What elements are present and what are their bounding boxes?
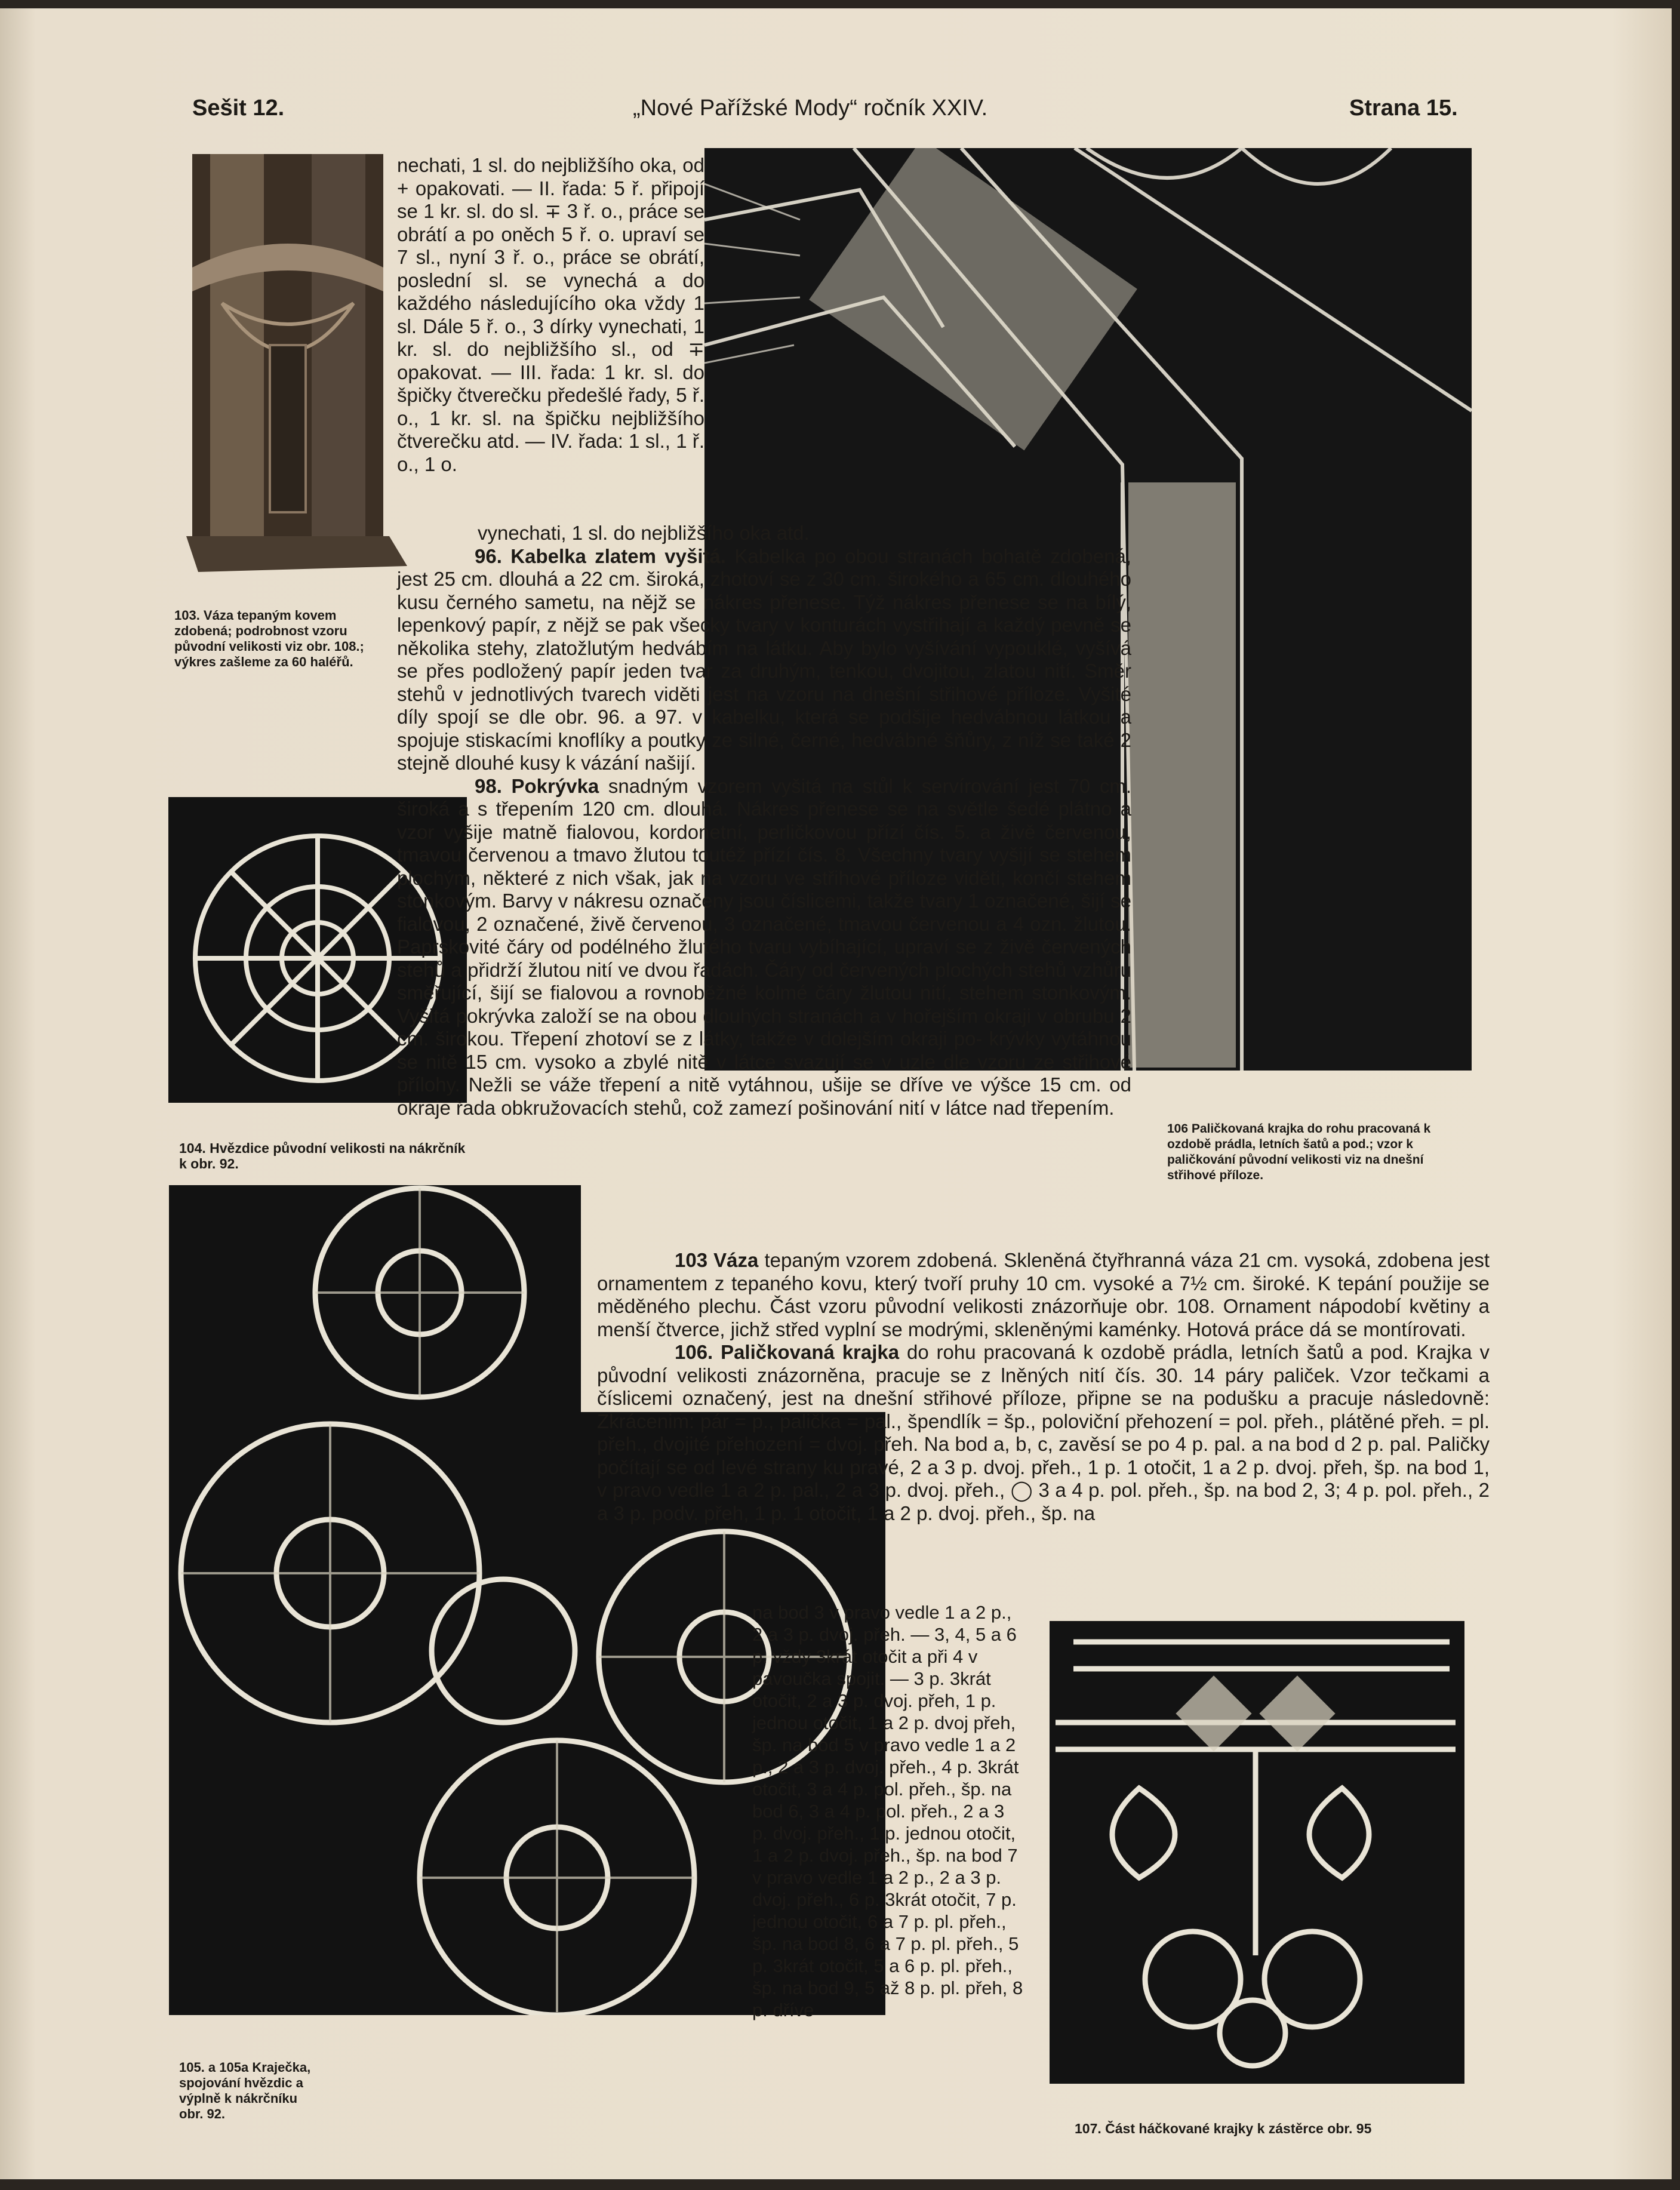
heading-106: 106. Paličkovaná krajka xyxy=(675,1341,900,1363)
lace-border-photo xyxy=(1050,1621,1464,2084)
right-edge xyxy=(1672,0,1680,2190)
bottom-edge xyxy=(0,2179,1680,2190)
caption-107: 107. Část háčkované krajky k zástěrce obr. 95 xyxy=(1075,2121,1372,2136)
paragraph-106: do rohu pracovaná k ozdobě prádla, letních šatů a pod. Krajka v původní velikosti znázorněna, pracuje se z lněných nití čís. 30. 14 páry paliček. Vzor tečkami a číslicemi označený, jest na dnešní střihové příloze, připne se na podušku a pracuje následovně: Zkrácenim: pár = p., palička = pal., špendlík = šp., poloviční přehození = pol. přeh., plátěné přeh. = pl. přeh., dvojité přehození = dvoj. přeh. Na bod a, b, c, zavěsí se po 4 p. pal. a na bod d 2 p. pal. Paličky počítají se od levé strany ku pravé, 2 a 3 p. dvoj. přeh., 1 p. 1 otočit, 1 a 2 p. dvoj. přeh, šp. na bod 1, v pravo vedle 1 a 2 p. pal., 2 a 3 p. dvoj. přeh., ◯ 3 a 4 p. pol. přeh., šp. na bod 2, 3; 4 p. pol. přeh., 2 a 3 p. podv. přeh, 1 p. 1 otočit, 1 a 2 p. dvoj. přeh., šp. na xyxy=(597,1341,1490,1524)
header-left: Sešit 12. xyxy=(192,96,285,121)
header-center: „Nové Pařížské Mody“ ročník XXIV. xyxy=(633,96,988,121)
heading-103: 103 Váza xyxy=(675,1249,759,1271)
caption-106: 106 Paličkovaná krajka do rohu pracovaná k ozdobě prádla, letních šatů a pod.; vzor k paličkování původní velikosti viz na dnešní střihové příloze. xyxy=(1167,1122,1431,1182)
caption-105: 105. a 105a Kraječka, spojování hvězdic a výplně k nákrčníku obr. 92. xyxy=(179,2060,311,2121)
article-column-mid xyxy=(397,522,1131,1119)
article-column-top: nechati, 1 sl. do nejbližšího oka, od + opakovati. — II. řada: 5 ř. připojí se 1 kr. sl. do sl. ∓ 3 ř. o., práce se obrátí a po oněch 5 ř. o. upraví se 7 sl., nyní 3 ř. o., práce se obrátí, poslední sl. se vynechá a do každého následujícího oka vždy 1 sl. Dále 5 ř. o., 3 dírky vynechati, 1 kr. sl. do nejbližšího sl., od ∓ opakovat. — III. řada: 1 kr. sl. do špičky čtverečku předešlé řady, 5 ř. o., 1 kr. sl. na špičku nejbližšího čtverečku atd. — IV. řada: 1 sl., 1 ř. o., 1 o. xyxy=(397,154,704,475)
caption-103: 103. Váza tepaným kovem zdobená; podrobnost vzoru původní velikosti viz obr. 108.; výkres zašleme za 60 haléřů. xyxy=(174,608,364,669)
article-column-wide xyxy=(597,1249,1490,1525)
header-right: Strana 15. xyxy=(1349,96,1458,121)
paragraph-96: Kabelka po obou stranách bohatě zdobená, jest 25 cm. dlouhá a 22 cm. široká, zhotoví se z 30 cm. širokého a 65 cm. dlouhého kusu černého sametu, na nějž se nákres přenese. Týž nákres přenese se na bílý, lepenkový papír, z nějž se pak všecky tvary v konturách vystřihají a každý pevně se několika stehy, zlatožlutým hedvábím na látku. Aby bylo vyšívání vypouklé, vyšívá se přes podložený papír jeden tvar za druhým, tenkou, dvojitou, zlatou nití. Směr stehů v jednotlivých tvarech viděti jest na vzoru na dnešní střihové příloze. Vyšité díly spojí se dle obr. 96. a 97. v kabelku, která se podšije hedvábnou látkou a spojuje stiskacími knoflíky a poutky ze silné, černé, hedvábné šňůry, z níž se také 2 stejně dlouhé kusy k vázání našijí. xyxy=(397,545,1131,774)
article-column-narrow: na bod 3 v pravo vedle 1 a 2 p., 2 a 3 p. dvoj. přeh. — 3, 4, 5 a 6 p. vždy 3krát otočit a při 4 v pavoučka spojit. — 3 p. 3krát otočit, 2 a 3 p. dvoj. přeh, 1 p. jednou otočit, 1 a 2 p. dvoj přeh, šp. na bod 5 v pravo vedle 1 a 2 p., 2 a 3 p. dvoj. přeh., 4 p. 3krát otočit, 3 a 4 p. pol. přeh., šp. na bod 6, 3 a 4 p. pol. přeh., 2 a 3 p. dvoj. přeh., 1 p. jednou otočit, 1 a 2 p. dvoj. přeh., šp. na bod 7 v pravo vedle 1 a 2 p., 2 a 3 p. dvoj. přeh., 6 p. 3krát otočit, 7 p. jednou otočit, 6 a 7 p. pl. přeh., šp. na bod 8, 6 a 7 p. pl. přeh., 5 p. 3krát otočit, 5 a 6 p. pl. přeh., šp. na bod 9, 5 až 8 p. pl. přeh, 8 p. dříve xyxy=(752,1602,1023,2020)
paragraph-continued: vynechati, 1 sl. do nejbližšího oka atd. xyxy=(478,522,810,544)
heading-96: 96. Kabelka zlatem vyšitá. xyxy=(475,545,727,567)
vase-illustration xyxy=(186,148,413,578)
paragraph-98: snadným vzorem vyšitá na stůl k servírování jest 70 cm. široká a s třepením 120 cm. dlouhá. Nákres přenese se na světle šedé plátno a vzor vyšije matně fialovou, kordonetní, perličkovou přízí čís. 5. a živě červenou, tmavou červenou a tmavo žlutou toutéž přízí čís. 8. Všechny tvary vyšijí se stehem plochým, některé z nich však, jak na vzoru ve střihové příloze viděti, končí stehem stonkovým. Barvy v nákresu označeny jsou číslicemi, takže tvary 1 označené, šijí se fialovou, 2 označené, živě červenou, 3 označené, tmavou červenou a 4 ozn. žlutou. Paprskovité čáry od podélného žlutého tvaru vybíhající, upraví se z živě červených stehů a přidrží žlutou nití ve dvou řadách. Čáry od červených plochých stehů vzhůru směřující, šijí se fialovou a rovnoběžné kolmé čáry žlutou nití, stehem stonkovým. Vyšitá pokrývka založí se na obou dlouhých stranách a v hořejším okraji v obrubu 2 cm. širokou. Třepení zhotoví se z látky, takže v dolejším okraji po- krývky vytáhnou se nitě 15 cm. vysoko a zbylé nitě v látce svazují se v uzle dle vzoru ze střihové přílohy. Nežli se váže třepení a nitě vytáhnou, ušije se dříve ve výšce 15 cm. od okraje řada obkružovacích stehů, což zamezí pošinování nití v látce nad třepením. xyxy=(397,774,1131,1119)
caption-104: 104. Hvězdice původní velikosti na nákrčník k obr. 92. xyxy=(179,1140,466,1171)
paragraph-103: tepaným vzorem zdobená. Skleněná čtyřhranná váza 21 cm. vysoká, zdobena jest ornamentem z tepaného kovu, který tvoří pruhy 10 cm. vysoké a 7½ cm. široké. K tepání použije se měděného plechu. Část vzoru původní velikosti znázorňuje obr. 108. Ornament nápodobí květiny a menší čtverce, jichž střed vyplní se modrými, skleněnými kaménky. Hotová práce dá se montírovati. xyxy=(597,1249,1490,1340)
heading-98: 98. Pokrývka xyxy=(475,774,599,797)
top-edge xyxy=(0,0,1680,8)
